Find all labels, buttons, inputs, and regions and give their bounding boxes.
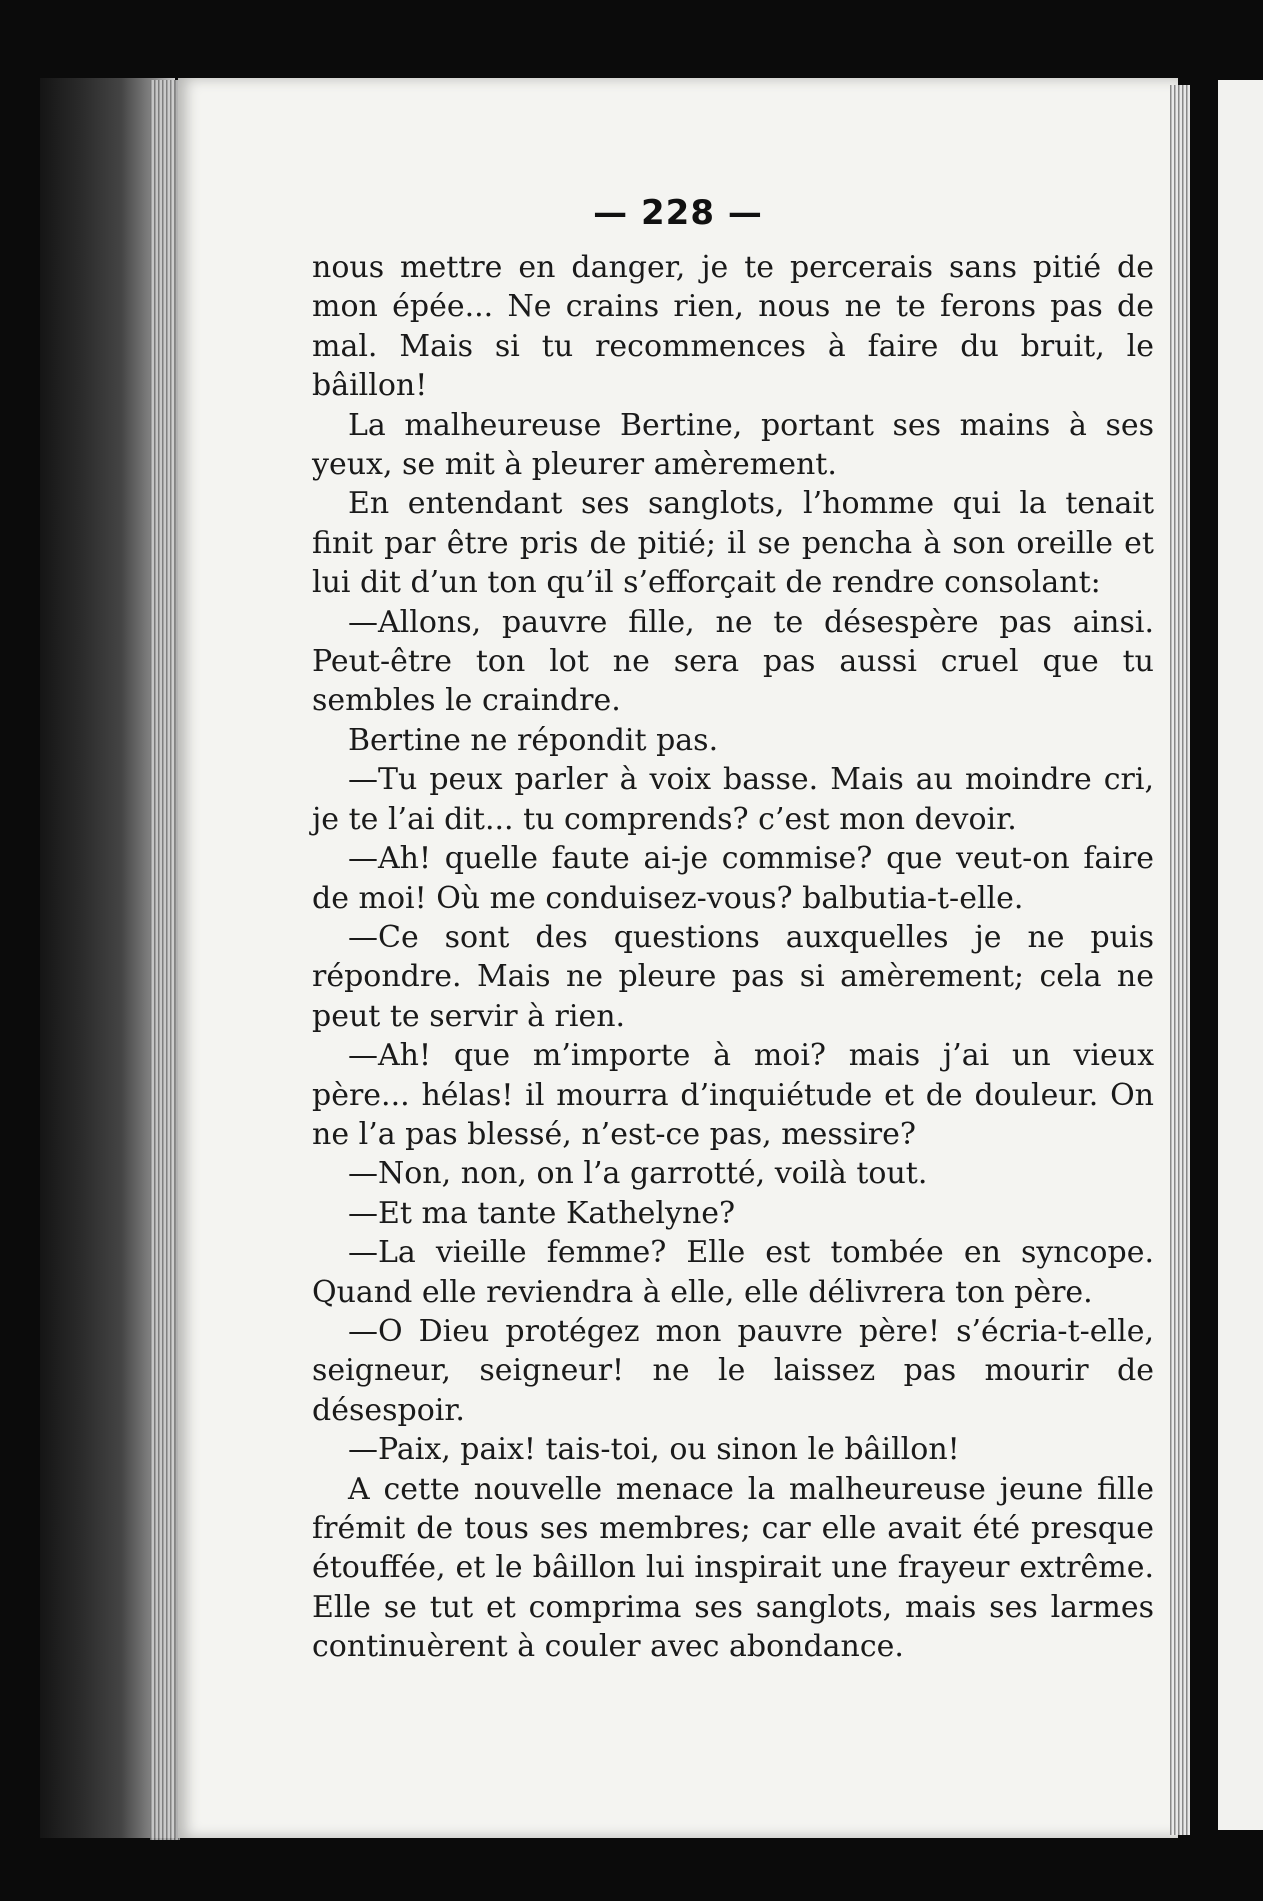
paragraph: —Ah! quelle faute ai-je commise? que veut-on faire de moi! Où me conduisez-vous? balbutia-t-elle. xyxy=(312,841,1154,916)
paragraph: —Non, non, on l’a garrotté, voilà tout. xyxy=(348,1156,928,1192)
paragraph: —Tu peux parler à voix basse. Mais au moindre cri, je te l’ai dit... tu comprends? c’est mon devoir. xyxy=(312,762,1154,837)
page-stack-right xyxy=(1170,85,1190,1835)
page-text xyxy=(312,248,1154,1667)
paragraph: —La vieille femme? Elle est tombée en syncope. Quand elle reviendra à elle, elle délivrera ton père. xyxy=(312,1235,1154,1310)
page-stack-left xyxy=(150,80,180,1840)
paragraph: A cette nouvelle menace la malheureuse jeune fille frémit de tous ses membres; car elle avait été presque étouffée, et le bâillon lui inspirait une frayeur extrême. Elle se tut et comprima ses sanglots, mais ses larmes continuèrent à couler avec abondance. xyxy=(312,1471,1154,1665)
next-page-edge xyxy=(1218,80,1263,1830)
paragraph: En entendant ses sanglots, l’homme qui la tenait finit par être pris de pitié; il se pencha à son oreille et lui dit d’un ton qu’il s’efforçait de rendre consolant: xyxy=(312,486,1154,601)
paragraph: —Et ma tante Kathelyne? xyxy=(348,1195,736,1231)
paragraph: nous mettre en danger, je te percerais sans pitié de mon épée... Ne crains rien, nous ne te ferons pas de mal. Mais si tu recommences à faire du bruit, le bâillon! xyxy=(312,250,1154,404)
paragraph: —Ah! que m’importe à moi? mais j’ai un vieux père... hélas! il mourra d’inquiétude et de douleur. On ne l’a pas blessé, n’est-ce pas, messire? xyxy=(312,1038,1154,1152)
paragraph: La malheureuse Bertine, portant ses mains à ses yeux, se mit à pleurer amèrement. xyxy=(312,407,1154,483)
paragraph: —Allons, pauvre fille, ne te désespère pas ainsi. Peut-être ton lot ne sera pas aussi cruel que tu sembles le craindre. xyxy=(312,604,1154,719)
page-number: — 228 — xyxy=(593,193,763,233)
paragraph: —Paix, paix! tais-toi, ou sinon le bâillon! xyxy=(348,1432,960,1468)
paragraph: Bertine ne répondit pas. xyxy=(348,722,719,758)
paragraph: —O Dieu protégez mon pauvre père! s’écria-t-elle, seigneur, seigneur! ne le laissez pas mourir de désespoir. xyxy=(312,1313,1154,1428)
paragraph: —Ce sont des questions auxquelles je ne puis répondre. Mais ne pleure pas si amèrement; cela ne peut te servir à rien. xyxy=(312,919,1154,1034)
